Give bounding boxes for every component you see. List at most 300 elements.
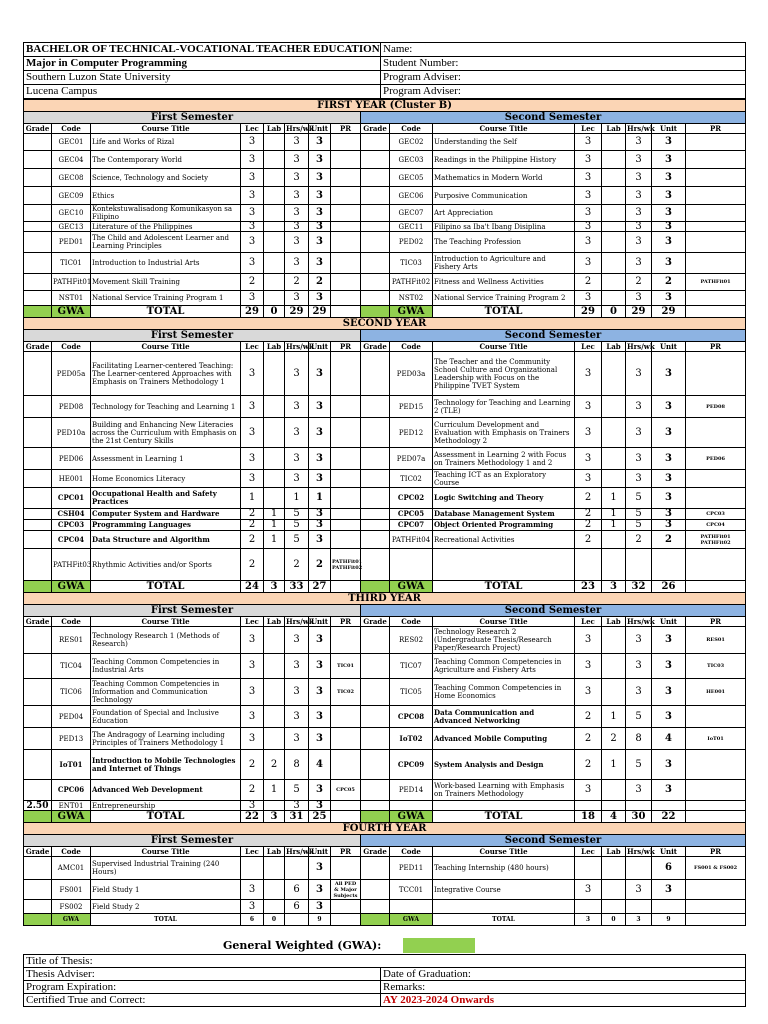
- course-title: Occupational Health and Safety Practices: [91, 488, 241, 509]
- course-title: Technology Research 2 (Undergraduate Thesis/Research Paper/Research Project): [433, 627, 575, 654]
- thesis-title-field[interactable]: Title of Thesis:: [24, 955, 746, 968]
- grade-cell[interactable]: [361, 801, 390, 811]
- hours-per-week: 8: [626, 728, 652, 750]
- course-code: PED01: [52, 232, 91, 253]
- lab-hours: 1: [264, 520, 285, 531]
- prerequisite: [331, 900, 361, 914]
- lab-hours: [602, 205, 626, 222]
- gwa-cell[interactable]: [361, 914, 390, 926]
- total-unit: 29: [652, 306, 686, 318]
- units: [652, 801, 686, 811]
- course-title: Purposive Communication: [433, 187, 575, 205]
- lec-hours: 2: [575, 488, 602, 509]
- grade-cell[interactable]: [361, 274, 390, 291]
- course-row: [24, 880, 746, 900]
- prerequisite: [331, 222, 361, 232]
- hours-per-week: 8: [285, 750, 309, 780]
- lab-hours: [264, 253, 285, 274]
- prerequisite: [331, 396, 361, 418]
- lec-hours: 3: [575, 396, 602, 418]
- column-header-code: Code: [52, 847, 91, 857]
- program-adviser-field[interactable]: Program Adviser:: [381, 71, 746, 85]
- course-code: GEC06: [390, 187, 433, 205]
- total-hrs: 3: [626, 914, 652, 926]
- grade-cell[interactable]: [361, 232, 390, 253]
- grade-cell[interactable]: [24, 274, 52, 291]
- hours-per-week: 5: [285, 509, 309, 520]
- lec-hours: 2: [241, 531, 264, 549]
- grade-cell[interactable]: [24, 679, 52, 706]
- grade-cell[interactable]: [361, 253, 390, 274]
- course-title: Rhythmic Activities and/or Sports: [91, 549, 241, 581]
- prerequisite: RES01: [686, 627, 746, 654]
- course-code: PED05a: [52, 352, 91, 396]
- lab-hours: [602, 801, 626, 811]
- units: 3: [652, 654, 686, 679]
- grade-cell[interactable]: [24, 151, 52, 169]
- course-title: Recreational Activities: [433, 531, 575, 549]
- grade-cell[interactable]: 2.50: [24, 801, 52, 811]
- lec-hours: 3: [575, 679, 602, 706]
- lec-hours: 3: [575, 222, 602, 232]
- units: 3: [309, 418, 331, 448]
- grade-cell[interactable]: [361, 418, 390, 448]
- course-title: [433, 549, 575, 581]
- course-title: Home Economics Literacy: [91, 470, 241, 488]
- prerequisite: [686, 801, 746, 811]
- lab-hours: 1: [602, 750, 626, 780]
- grade-cell[interactable]: [361, 549, 390, 581]
- course-code: GEC11: [390, 222, 433, 232]
- units: 3: [309, 880, 331, 900]
- units: 3: [652, 470, 686, 488]
- total-lab: 0: [264, 306, 285, 318]
- general-gwa-input[interactable]: [403, 938, 475, 953]
- grade-cell[interactable]: [24, 654, 52, 679]
- lec-hours: 2: [241, 274, 264, 291]
- hours-per-week: 3: [626, 169, 652, 187]
- lab-hours: [264, 352, 285, 396]
- gwa-cell[interactable]: [24, 581, 52, 593]
- lab-hours: [602, 253, 626, 274]
- units: 3: [309, 151, 331, 169]
- units: 3: [652, 291, 686, 306]
- grade-cell[interactable]: [361, 857, 390, 880]
- course-code: CPC03: [52, 520, 91, 531]
- course-code: GEC03: [390, 151, 433, 169]
- column-header-title: Course Title: [433, 617, 575, 627]
- grade-cell[interactable]: [361, 151, 390, 169]
- gwa-cell[interactable]: [361, 306, 390, 318]
- course-code: CPC09: [390, 750, 433, 780]
- units: 3: [652, 750, 686, 780]
- semester-total-row: [24, 581, 746, 593]
- course-title: Teaching ICT as an Exploratory Course: [433, 470, 575, 488]
- hours-per-week: 3: [285, 728, 309, 750]
- course-code: TIC05: [390, 679, 433, 706]
- grade-cell[interactable]: [24, 488, 52, 509]
- total-unit: 22: [652, 811, 686, 823]
- grade-cell[interactable]: [24, 448, 52, 470]
- grade-cell[interactable]: [24, 222, 52, 232]
- grade-cell[interactable]: [24, 253, 52, 274]
- hours-per-week: 2: [285, 274, 309, 291]
- grade-cell[interactable]: [24, 187, 52, 205]
- lec-hours: 2: [575, 520, 602, 531]
- course-row: [24, 900, 746, 914]
- lab-hours: 2: [602, 728, 626, 750]
- units: 3: [652, 627, 686, 654]
- hours-per-week: 3: [626, 352, 652, 396]
- grade-cell[interactable]: [361, 654, 390, 679]
- course-code: CPC02: [390, 488, 433, 509]
- course-title: The Child and Adolescent Learner and Learning Principles: [91, 232, 241, 253]
- prerequisite: [331, 627, 361, 654]
- lab-hours: [264, 728, 285, 750]
- grade-cell[interactable]: [24, 509, 52, 520]
- course-row: [24, 706, 746, 728]
- lab-hours: 2: [264, 750, 285, 780]
- course-code: GEC02: [390, 134, 433, 151]
- grade-cell[interactable]: [361, 520, 390, 531]
- column-header-grade: Grade: [361, 342, 390, 352]
- grade-cell[interactable]: [361, 531, 390, 549]
- hours-per-week: 3: [285, 396, 309, 418]
- remarks-field[interactable]: Remarks:: [381, 981, 746, 994]
- grade-cell[interactable]: [24, 396, 52, 418]
- lab-hours: [264, 470, 285, 488]
- program-adviser-field-2[interactable]: Program Adviser:: [381, 85, 746, 99]
- course-code: TIC06: [52, 679, 91, 706]
- hours-per-week: 5: [626, 520, 652, 531]
- column-header-lec: Lec: [241, 342, 264, 352]
- lec-hours: 2: [241, 750, 264, 780]
- lab-hours: [602, 880, 626, 900]
- column-header-unit: Unit: [652, 124, 686, 134]
- grade-cell[interactable]: [24, 750, 52, 780]
- hours-per-week: 3: [285, 232, 309, 253]
- lec-hours: 2: [241, 549, 264, 581]
- lab-hours: [264, 488, 285, 509]
- column-header-unit: Unit: [309, 124, 331, 134]
- grade-cell[interactable]: [24, 880, 52, 900]
- units: 3: [652, 509, 686, 520]
- lab-hours: [264, 151, 285, 169]
- course-title: The Teacher and the Community School Culture and Organizational Leadership with Focus on the Philippine TVET System: [433, 352, 575, 396]
- course-title: Data Structure and Algorithm: [91, 531, 241, 549]
- grade-cell[interactable]: [24, 169, 52, 187]
- lec-hours: [575, 857, 602, 880]
- course-code: PATHFit04: [390, 531, 433, 549]
- grade-cell[interactable]: [24, 728, 52, 750]
- total-label: TOTAL: [91, 811, 241, 823]
- lab-hours: [264, 448, 285, 470]
- certified-field[interactable]: Certified True and Correct:: [24, 994, 381, 1007]
- course-code: GEC05: [390, 169, 433, 187]
- course-code: GEC13: [52, 222, 91, 232]
- column-header-title: Course Title: [433, 342, 575, 352]
- lab-hours: [602, 396, 626, 418]
- total-hrs: 33: [285, 581, 309, 593]
- course-title: Database Management System: [433, 509, 575, 520]
- total-lec: 18: [575, 811, 602, 823]
- course-code: TIC07: [390, 654, 433, 679]
- grade-cell[interactable]: [361, 352, 390, 396]
- total-lab: 0: [264, 914, 285, 926]
- lec-hours: 3: [241, 654, 264, 679]
- course-title: National Service Training Program 1: [91, 291, 241, 306]
- course-title: The Contemporary World: [91, 151, 241, 169]
- hours-per-week: 3: [626, 627, 652, 654]
- column-header-code: Code: [390, 847, 433, 857]
- grade-cell[interactable]: [24, 205, 52, 222]
- course-row: [24, 750, 746, 780]
- date-of-graduation-field[interactable]: Date of Graduation:: [381, 968, 746, 981]
- column-header-unit: Unit: [652, 342, 686, 352]
- grade-cell[interactable]: [361, 448, 390, 470]
- total-pr-blank: [686, 914, 746, 926]
- course-code: NST02: [390, 291, 433, 306]
- units: 3: [309, 448, 331, 470]
- prerequisite: [331, 232, 361, 253]
- grade-cell[interactable]: [24, 857, 52, 880]
- units: 3: [309, 801, 331, 811]
- course-code: PATHFit01: [52, 274, 91, 291]
- units: 3: [652, 396, 686, 418]
- lab-hours: [264, 706, 285, 728]
- course-code: TIC02: [390, 470, 433, 488]
- course-title: Mathematics in Modern World: [433, 169, 575, 187]
- course-code: RES02: [390, 627, 433, 654]
- column-header-hrs: Hrs/wk: [286, 124, 314, 133]
- total-pr-blank: [686, 581, 746, 593]
- name-field[interactable]: Name:: [381, 43, 746, 57]
- course-row: [24, 549, 746, 581]
- course-title: Teaching Common Competencies in Industrial Arts: [91, 654, 241, 679]
- prerequisite: [331, 448, 361, 470]
- grade-cell[interactable]: [361, 900, 390, 914]
- column-header-unit: Unit: [652, 617, 686, 627]
- grade-cell[interactable]: [361, 488, 390, 509]
- units: 3: [652, 169, 686, 187]
- column-header-unit: Unit: [309, 617, 331, 627]
- grade-cell[interactable]: [361, 134, 390, 151]
- course-row: [24, 418, 746, 448]
- grade-cell[interactable]: [361, 205, 390, 222]
- course-code: PED02: [390, 232, 433, 253]
- lec-hours: 3: [241, 448, 264, 470]
- column-header-code: Code: [52, 617, 91, 627]
- lec-hours: 3: [241, 291, 264, 306]
- thesis-adviser-field[interactable]: Thesis Adviser:: [24, 968, 381, 981]
- grade-cell[interactable]: [361, 470, 390, 488]
- course-title: Introduction to Agriculture and Fishery Arts: [433, 253, 575, 274]
- course-row: [24, 509, 746, 520]
- prerequisite: TIC03: [686, 654, 746, 679]
- gwa-label: GWA: [52, 306, 91, 318]
- grade-cell[interactable]: [24, 900, 52, 914]
- column-header-title: Course Title: [433, 847, 575, 857]
- lab-hours: [264, 232, 285, 253]
- grade-cell[interactable]: [24, 780, 52, 801]
- units: 3: [309, 706, 331, 728]
- column-header-code: Code: [52, 124, 91, 134]
- hours-per-week: 5: [285, 780, 309, 801]
- grade-cell[interactable]: [24, 418, 52, 448]
- grade-cell[interactable]: [24, 352, 52, 396]
- lec-hours: 2: [575, 728, 602, 750]
- course-row: [24, 169, 746, 187]
- lab-hours: [264, 169, 285, 187]
- grade-cell[interactable]: [361, 679, 390, 706]
- grade-cell[interactable]: [24, 470, 52, 488]
- column-header-lab: Lab: [602, 617, 626, 627]
- grade-cell[interactable]: [361, 627, 390, 654]
- gwa-cell[interactable]: [361, 811, 390, 823]
- gwa-label: GWA: [52, 581, 91, 593]
- course-title: Readings in the Philippine History: [433, 151, 575, 169]
- units: 3: [309, 169, 331, 187]
- course-title: Teaching Common Competencies in Information and Communication Technology: [91, 679, 241, 706]
- hours-per-week: 6: [285, 880, 309, 900]
- course-title: Art Appreciation: [433, 205, 575, 222]
- lec-hours: 3: [241, 679, 264, 706]
- prerequisite: [331, 520, 361, 531]
- program-name: BACHELOR OF TECHNICAL-VOCATIONAL TEACHER EDUCATION: [24, 43, 381, 57]
- grade-cell[interactable]: [24, 706, 52, 728]
- grade-cell[interactable]: [24, 531, 52, 549]
- column-header-title: Course Title: [91, 617, 241, 627]
- column-header-hrs: Hrs/wk: [627, 617, 655, 626]
- grade-cell[interactable]: [24, 549, 52, 581]
- gwa-cell[interactable]: [24, 306, 52, 318]
- grade-cell[interactable]: [361, 187, 390, 205]
- grade-cell[interactable]: [361, 291, 390, 306]
- total-hrs: 31: [285, 811, 309, 823]
- hours-per-week: 3: [285, 801, 309, 811]
- column-header-pr: PR: [686, 847, 746, 857]
- hours-per-week: 3: [626, 222, 652, 232]
- gwa-cell[interactable]: [24, 811, 52, 823]
- total-lab: 3: [264, 581, 285, 593]
- total-label: TOTAL: [433, 811, 575, 823]
- grade-cell[interactable]: [361, 169, 390, 187]
- units: 3: [309, 232, 331, 253]
- course-title: Teaching Common Competencies in Home Economics: [433, 679, 575, 706]
- prerequisite: [331, 253, 361, 274]
- hours-per-week: 3: [285, 205, 309, 222]
- lab-hours: [602, 857, 626, 880]
- units: 3: [309, 654, 331, 679]
- column-header-lec: Lec: [241, 617, 264, 627]
- course-title: Filipino sa Iba't Ibang Disiplina: [433, 222, 575, 232]
- prerequisite: CPC04: [686, 520, 746, 531]
- gwa-cell[interactable]: [361, 581, 390, 593]
- prerequisite: [331, 418, 361, 448]
- grade-cell[interactable]: [361, 880, 390, 900]
- lab-hours: [602, 900, 626, 914]
- course-code: FS002: [52, 900, 91, 914]
- course-title: Field Study 2: [91, 900, 241, 914]
- lec-hours: 3: [241, 169, 264, 187]
- lec-hours: 3: [575, 418, 602, 448]
- program-expiration-field[interactable]: Program Expiration:: [24, 981, 381, 994]
- grade-cell[interactable]: [24, 520, 52, 531]
- lec-hours: 3: [241, 706, 264, 728]
- prerequisite: PED08: [686, 396, 746, 418]
- course-row: [24, 627, 746, 654]
- lec-hours: 3: [575, 470, 602, 488]
- lab-hours: [264, 679, 285, 706]
- column-header-grade: Grade: [24, 124, 52, 134]
- units: 1: [309, 488, 331, 509]
- grade-cell[interactable]: [24, 134, 52, 151]
- units: 3: [652, 232, 686, 253]
- course-code: ENT01: [52, 801, 91, 811]
- units: 3: [309, 509, 331, 520]
- course-title: Data Communication and Advanced Networking: [433, 706, 575, 728]
- grade-cell[interactable]: [24, 291, 52, 306]
- units: 3: [652, 706, 686, 728]
- grade-cell[interactable]: [361, 509, 390, 520]
- grade-cell[interactable]: [361, 728, 390, 750]
- hours-per-week: 3: [285, 352, 309, 396]
- grade-cell[interactable]: [361, 222, 390, 232]
- column-header-grade: Grade: [361, 124, 390, 134]
- column-header-unit: Unit: [309, 847, 331, 857]
- prerequisite: [331, 205, 361, 222]
- prerequisite: [686, 900, 746, 914]
- course-title: The Andragogy of Learning including Principles of Trainers Methodology 1: [91, 728, 241, 750]
- hours-per-week: 3: [626, 448, 652, 470]
- student-number-field[interactable]: Student Number:: [381, 57, 746, 71]
- course-code: RES01: [52, 627, 91, 654]
- course-code: IoT02: [390, 728, 433, 750]
- units: 3: [309, 253, 331, 274]
- course-row: [24, 205, 746, 222]
- lab-hours: [264, 880, 285, 900]
- lec-hours: 3: [241, 880, 264, 900]
- gwa-cell[interactable]: [24, 914, 52, 926]
- grade-cell[interactable]: [361, 780, 390, 801]
- lec-hours: 3: [241, 151, 264, 169]
- course-row: [24, 134, 746, 151]
- grade-cell[interactable]: [361, 396, 390, 418]
- grade-cell[interactable]: [24, 232, 52, 253]
- total-label: TOTAL: [433, 914, 575, 926]
- course-title: System Analysis and Design: [433, 750, 575, 780]
- course-code: PED10a: [52, 418, 91, 448]
- course-code: TIC03: [390, 253, 433, 274]
- course-code: GEC07: [390, 205, 433, 222]
- grade-cell[interactable]: [24, 627, 52, 654]
- hours-per-week: 3: [285, 169, 309, 187]
- grade-cell[interactable]: [361, 750, 390, 780]
- course-title: Building and Enhancing New Literacies across the Curriculum with Emphasis on the 21st Century Skills: [91, 418, 241, 448]
- lab-hours: 1: [602, 520, 626, 531]
- units: 3: [309, 134, 331, 151]
- course-title: Introduction to Industrial Arts: [91, 253, 241, 274]
- prerequisite: [331, 291, 361, 306]
- lec-hours: 2: [575, 750, 602, 780]
- hours-per-week: 2: [626, 531, 652, 549]
- column-header-unit: Unit: [652, 847, 686, 857]
- course-code: PED13: [52, 728, 91, 750]
- total-lab: 0: [602, 914, 626, 926]
- total-pr-blank: [686, 306, 746, 318]
- grade-cell[interactable]: [361, 706, 390, 728]
- course-row: [24, 520, 746, 531]
